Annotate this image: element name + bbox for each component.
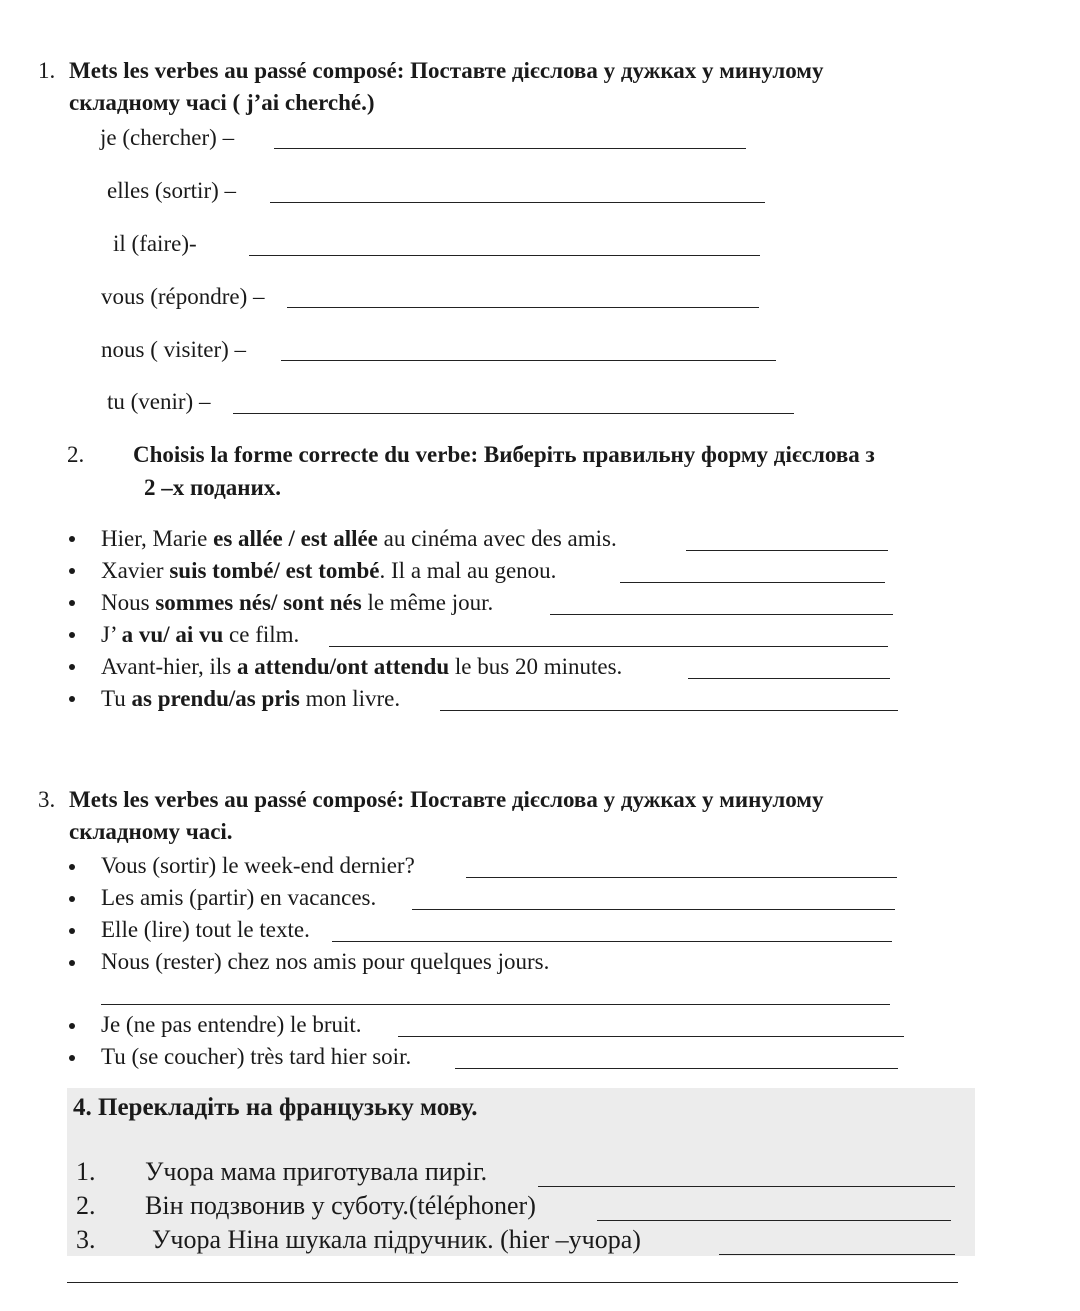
- ex3-sentence-1: Vous (sortir) le week-end dernier?: [101, 853, 415, 878]
- bullet-icon: [69, 664, 75, 670]
- exercise-3-title-line1: Mets les verbes au passé composé: Поставте дієслова у дужках у минулому: [69, 787, 824, 812]
- ex3-answer-line-2[interactable]: [412, 909, 895, 910]
- ex2-answer-line-4[interactable]: [329, 646, 888, 647]
- ex2-sentence-4: J’ a vu/ ai vu ce film.: [101, 622, 300, 647]
- ex1-answer-line-il[interactable]: [249, 255, 760, 256]
- ex2-answer-line-2[interactable]: [620, 582, 885, 583]
- exercise-1-title-line1: Mets les verbes au passé composé: Поставте дієслова у дужках у минулому: [69, 58, 824, 83]
- bullet-icon: [69, 600, 75, 606]
- ex4-answer-line-3[interactable]: [719, 1254, 955, 1255]
- bullet-icon: [69, 536, 75, 542]
- ex4-answer-line-2[interactable]: [597, 1220, 951, 1221]
- ex4-item-1-number: 1.: [76, 1157, 96, 1186]
- ex2-sentence-1: Hier, Marie es allée / est allée au cinéma avec des amis.: [101, 526, 617, 551]
- ex3-sentence-5: Je (ne pas entendre) le bruit.: [101, 1012, 362, 1037]
- ex2-answer-line-3[interactable]: [550, 614, 893, 615]
- exercise-3-number: 3.: [38, 787, 56, 812]
- ex1-item-elles: elles (sortir) –: [107, 178, 237, 203]
- ex3-sentence-2: Les amis (partir) en vacances.: [101, 885, 377, 910]
- exercise-1-title-line2: складному часі ( j’ai cherché.): [69, 90, 375, 115]
- ex1-answer-line-elles[interactable]: [270, 202, 765, 203]
- ex2-answer-line-1[interactable]: [686, 550, 888, 551]
- ex1-answer-line-tu[interactable]: [233, 413, 794, 414]
- ex3-sentence-6: Tu (se coucher) très tard hier soir.: [101, 1044, 412, 1069]
- bullet-icon: [69, 864, 75, 870]
- ex1-item-je: je (chercher) –: [100, 125, 235, 150]
- ex4-item-2-text: Він подзвонив у суботу.(téléphoner): [145, 1191, 536, 1220]
- ex4-item-1-text: Учора мама приготувала пиріг.: [145, 1157, 488, 1186]
- exercise-1-number: 1.: [38, 58, 56, 83]
- ex1-item-il: il (faire)-: [113, 231, 197, 256]
- ex4-item-3-number: 3.: [76, 1225, 96, 1254]
- ex1-item-tu: tu (venir) –: [107, 389, 211, 414]
- ex1-answer-line-je[interactable]: [274, 148, 746, 149]
- ex4-extra-answer-line[interactable]: [67, 1282, 958, 1283]
- bullet-icon: [69, 632, 75, 638]
- ex4-answer-line-1[interactable]: [538, 1186, 955, 1187]
- ex2-sentence-2: Xavier suis tombé/ est tombé. Il a mal au genou.: [101, 558, 557, 583]
- bullet-icon: [69, 960, 75, 966]
- bullet-icon: [69, 1023, 75, 1029]
- ex3-answer-line-4[interactable]: [101, 1004, 890, 1005]
- exercise-2-number: 2.: [67, 442, 85, 467]
- ex1-answer-line-vous[interactable]: [287, 307, 759, 308]
- exercise-2-title-line2: 2 –х поданих.: [144, 475, 281, 500]
- ex2-answer-line-5[interactable]: [688, 678, 890, 679]
- ex2-answer-line-6[interactable]: [440, 710, 898, 711]
- ex1-item-vous: vous (répondre) –: [101, 284, 265, 309]
- exercise-3-title-line2: складному часі.: [69, 819, 233, 844]
- ex3-answer-line-3[interactable]: [332, 941, 892, 942]
- ex3-sentence-3: Elle (lire) tout le texte.: [101, 917, 310, 942]
- ex1-item-nous: nous ( visiter) –: [101, 337, 247, 362]
- ex3-sentence-4: Nous (rester) chez nos amis pour quelques jours.: [101, 949, 550, 974]
- ex3-answer-line-5[interactable]: [398, 1036, 904, 1037]
- ex4-item-2-number: 2.: [76, 1191, 96, 1220]
- ex3-answer-line-6[interactable]: [455, 1068, 898, 1069]
- bullet-icon: [69, 1055, 75, 1061]
- ex3-answer-line-1[interactable]: [466, 877, 897, 878]
- bullet-icon: [69, 928, 75, 934]
- ex4-item-3-text: Учора Ніна шукала підручник. (hier –учора): [152, 1225, 641, 1254]
- ex2-sentence-3: Nous sommes nés/ sont nés le même jour.: [101, 590, 494, 615]
- ex1-answer-line-nous[interactable]: [281, 360, 776, 361]
- ex2-sentence-5: Avant-hier, ils a attendu/ont attendu le bus 20 minutes.: [101, 654, 623, 679]
- bullet-icon: [69, 696, 75, 702]
- bullet-icon: [69, 568, 75, 574]
- exercise-4-title: 4. Перекладіть на французьку мову.: [73, 1094, 478, 1121]
- bullet-icon: [69, 896, 75, 902]
- ex2-sentence-6: Tu as prendu/as pris mon livre.: [101, 686, 401, 711]
- exercise-2-title-line1: Choisis la forme correcte du verbe: Виберіть правильну форму дієслова з: [133, 442, 875, 467]
